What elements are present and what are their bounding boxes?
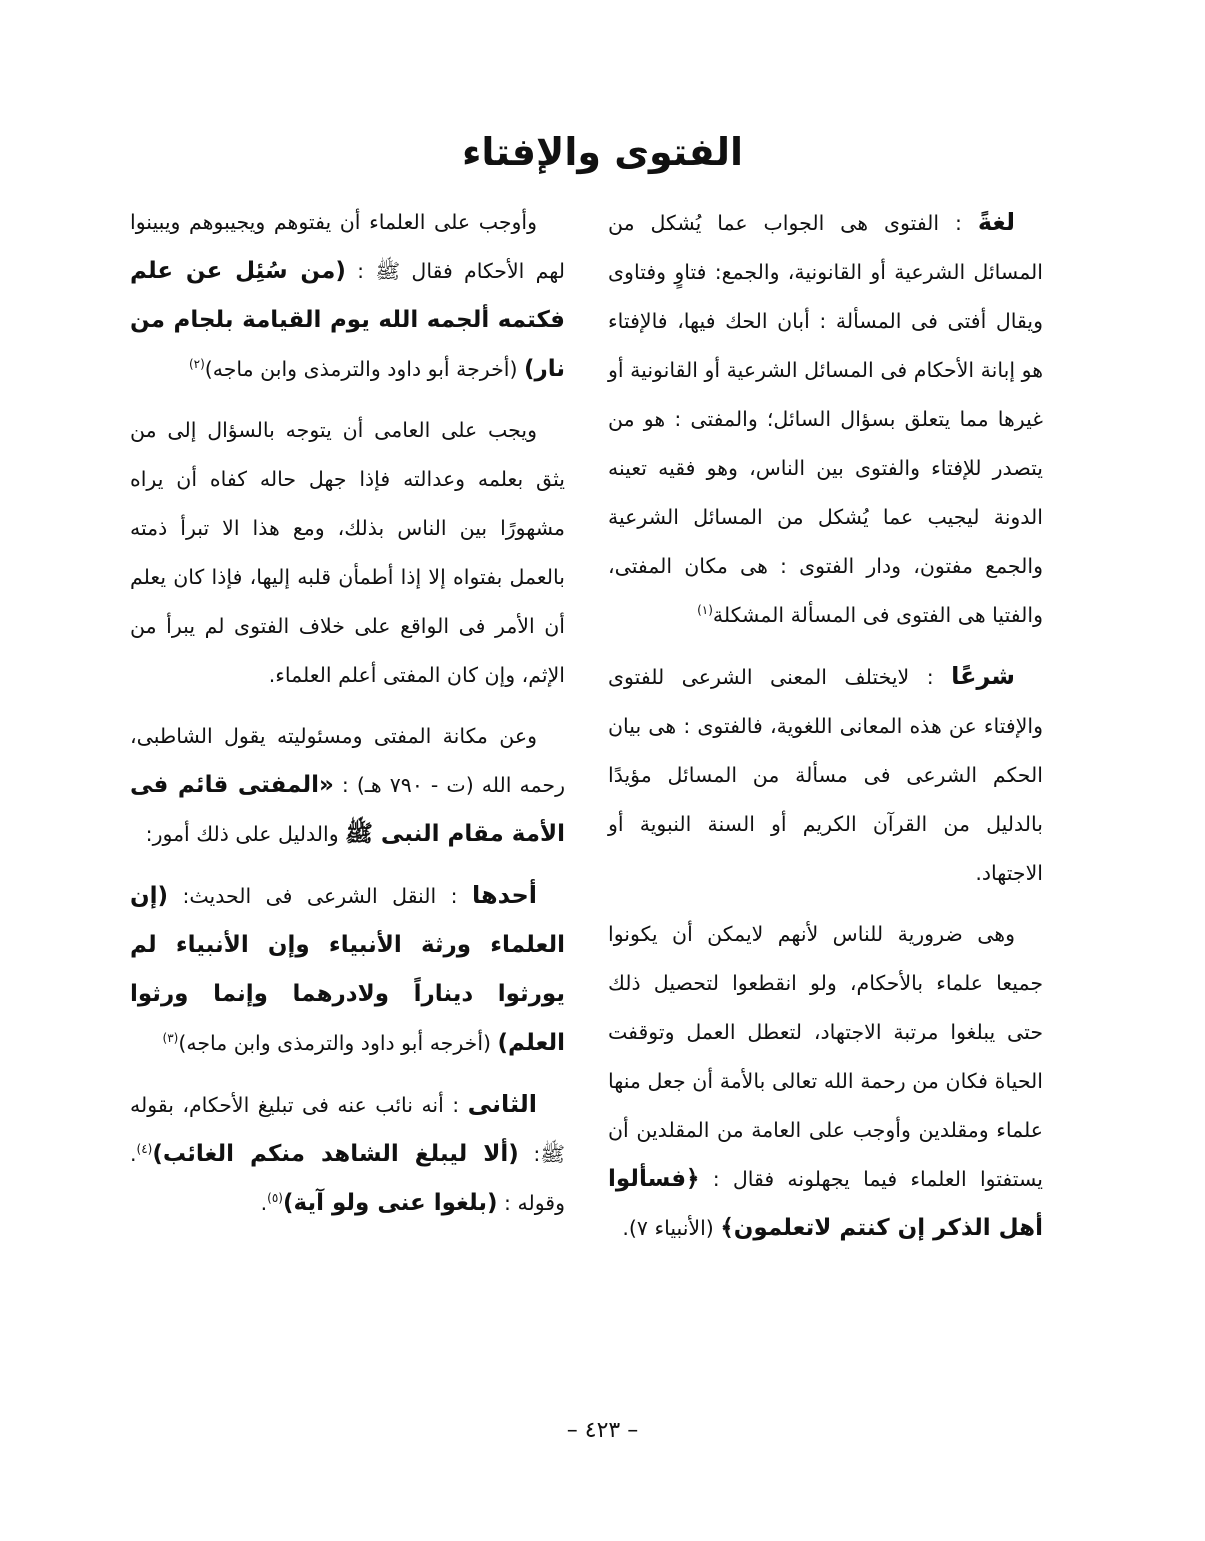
term-linguistic: لغةً (977, 208, 1015, 236)
page-number: – ٤٢٣ – (566, 1418, 639, 1443)
quote-reference: (الأنبياء ٧). (622, 1216, 721, 1240)
paragraph-second-evidence (130, 1080, 565, 1228)
paragraph-text: . وقوله : (130, 1142, 565, 1215)
paragraph-text: : أنه نائب عنه فى تبليغ الأحكام، بقوله ﷺ: (130, 1093, 565, 1166)
term-first: أحدها (471, 881, 537, 909)
paragraph-scholars-duty (130, 198, 565, 394)
paragraph-first-evidence (130, 871, 565, 1068)
hadith-quote: (من سُئِل عن علم فكتمه ألجمه الله يوم القيامة بلجام من نار) (130, 258, 565, 382)
paragraph-text: وهى ضرورية للناس لأنهم لايمكن أن يكونوا جميعا علماء بالأحكام، ولو انقطعوا لتحصيل ذلك حتى يبلغوا مرتبة الاجتهاد، لتعطل العمل وتوقفت الحياة فكان من رحمة الله تعالى بالأمة أن جعل منها علماء ومقلدين وأوجب على العامة من المقلدين أن يستفتوا العلماء فيما يجهلونه فقال : (608, 922, 1043, 1191)
shatibi-quote: «المفتى قائم فى الأمة مقام النبى ﷺ (130, 772, 565, 847)
paragraph-text: : الفتوى هى الجواب عما يُشكل من المسائل الشرعية أو القانونية، والجمع: فتاوٍ وفتاوى ويقال أفتى فى المسألة : أبان الحك فيها، فالإفتاء هو إبانة الأحكام فى المسائل الشرعية أو القانونية أو غيرها مما يتعلق بسؤال السائل؛ والمفتى : هو من يتصدر للإفتاء والفتوى بين الناس، وهو فقيه تعينه الدونة ليجيب عما يُشكل من المسائل الشرعية والجمع مفتون، ودار الفتوى : هى مكان المفتى، والفتيا هى الفتوى فى المسألة المشكلة (608, 211, 1043, 627)
paragraph-text: وعن مكانة المفتى ومسئوليته يقول الشاطبى، رحمه الله (ت - ٧٩٠ هـ) : (130, 724, 565, 797)
quote-reference: (أخرجة أبو داود والترمذى وابن ماجه) (204, 357, 524, 381)
paragraph-linguistic-definition (608, 198, 1043, 640)
paragraph-text: وأوجب على العلماء أن يفتوهم ويجيبوهم ويبينوا لهم الأحكام فقال ﷺ : (130, 210, 565, 283)
page-title: الفتوى والإفتاء (461, 130, 744, 174)
paragraph-text: : لايختلف المعنى الشرعى للفتوى والإفتاء عن هذه المعانى اللغوية، فالفتوى : هى بيان الحكم الشرعى فى مسألة من المسائل مؤيدًا بالدليل من القرآن الكريم أو السنة النبوية أو الاجتهاد. (608, 665, 1043, 885)
footnote-ref-1: (١) (697, 603, 713, 618)
paragraph-layman-duty (130, 406, 565, 700)
right-column (608, 198, 1043, 1265)
term-second: الثانى (467, 1090, 537, 1118)
quran-quote: ﴿فسألوا أهل الذكر إن كنتم لاتعلمون﴾ (608, 1166, 1043, 1241)
paragraph-text: والدليل على ذلك أمور: (145, 822, 346, 846)
quote-reference: (أخرجه أبو داود والترمذى وابن ماجه) (178, 1031, 498, 1055)
footnote-ref-5: (٥) (267, 1191, 283, 1206)
left-column (130, 198, 565, 1240)
paragraph-mufti-status (130, 712, 565, 859)
paragraph-necessity (608, 910, 1043, 1253)
hadith-quote: (إن العلماء ورثة الأنبياء وإن الأنبياء لم يورثوا ديناراً ولادرهما وإنما ورثوا العلم) (130, 883, 565, 1056)
paragraph-text: . (260, 1191, 268, 1215)
paragraph-text: : النقل الشرعى فى الحديث: (168, 884, 472, 908)
footnote-ref-3: (٣) (162, 1031, 179, 1046)
hadith-quote: (بلغوا عنى ولو آية) (282, 1190, 498, 1216)
term-legal: شرعًا (951, 662, 1015, 690)
footnote-ref-2: (٢) (188, 357, 205, 372)
footnote-ref-4: (٤) (136, 1142, 153, 1157)
paragraph-text: ويجب على العامى أن يتوجه بالسؤال إلى من يثق بعلمه وعدالته فإذا جهل حاله كفاه أن يراه مشهورًا بين الناس بذلك، ومع هذا الا تبرأ ذمته بالعمل بفتواه إلا إذا أطمأن قلبه إليها، فإذا كان يعلم أن الأمر فى الواقع على خلاف الفتوى لم يبرأ من الإثم، وإن كان المفتى أعلم العلماء. (130, 418, 565, 687)
paragraph-legal-definition (608, 652, 1043, 898)
hadith-quote: (ألا ليبلغ الشاهد منكم الغائب) (152, 1141, 519, 1167)
